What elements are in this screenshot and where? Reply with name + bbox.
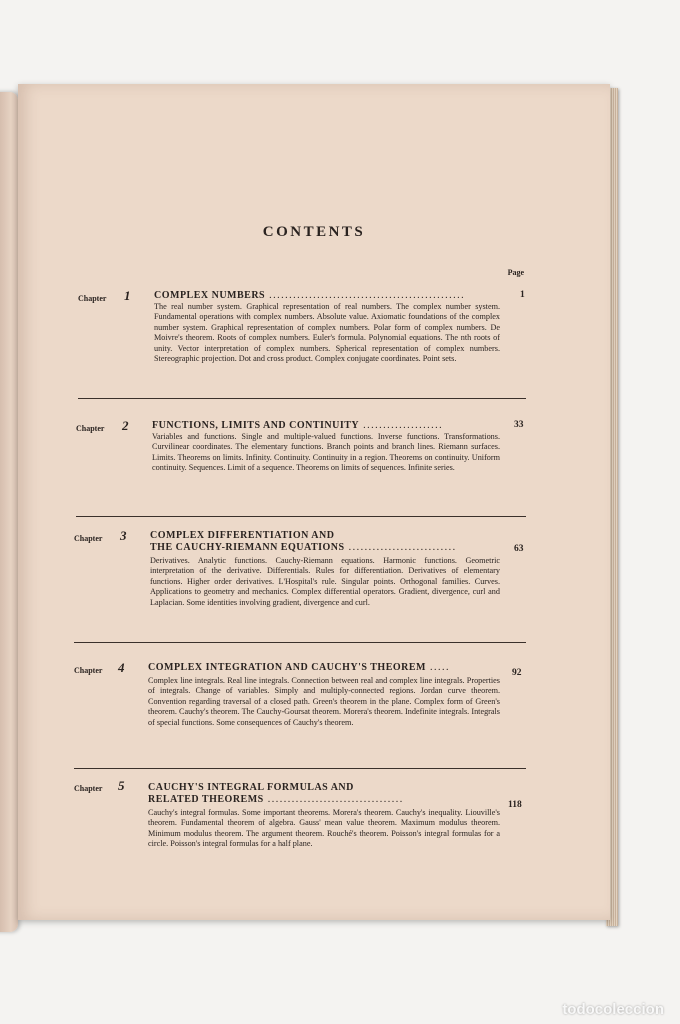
chapter-label: Chapter [76, 424, 105, 433]
chapter-heading: FUNCTIONS, LIMITS AND CONTINUITY .................... [152, 420, 444, 431]
chapter-label: Chapter [78, 294, 107, 303]
chapter-number: 3 [120, 528, 127, 543]
chapter-description: Complex line integrals. Real line integrals. Connection between real and complex line integrals. Properties of integrals. Change of variables. Simply and multiply-connected regions. Jordan curve theorem. Convention regarding traversal of a closed path. Green's theorem in the plane. Complex form of Green's theorem. Cauchy's theorem. The Cauchy-Goursat theorem. Morera's theorem. Indefinite integrals. Integrals of special functions. Some consequences of Cauchy's theorem. [148, 676, 500, 727]
chapter-number: 2 [122, 418, 129, 433]
page-column-heading: Page [507, 268, 524, 277]
section-divider [74, 642, 526, 643]
left-page-edge [0, 92, 18, 932]
chapter-description: The real number system. Graphical representation of real numbers. The complex number system. Fundamental operations with complex numbers. Absolute value. Axiomatic foundations of the complex number system. Graphical representation of complex numbers. Polar form of complex numbers. De Moivre's theorem. Roots of complex numbers. Euler's formula. Polynomial equations. The nth roots of unity. Vector interpretation of complex numbers. Spherical representation of complex numbers. Stereographic projection. Dot and cross product. Complex conjugate coordinates. Point sets. [154, 302, 500, 364]
chapter-number: 1 [124, 288, 131, 303]
chapter-heading: COMPLEX NUMBERS ................................................. [154, 290, 466, 301]
book-page [18, 84, 610, 920]
chapter-description: Derivatives. Analytic functions. Cauchy-Riemann equations. Harmonic functions. Geometric interpretation of the derivative. Differentials. Rules for differentiation. Derivatives of elementary functions. Higher order derivatives. L'Hospital's rule. Singular points. Orthogonal families. Curves. Applications to geometry and mechanics. Complex differential operators. Gradient, divergence, curl and Laplacian. Some identities involving gradient, divergence and curl. [150, 556, 500, 607]
chapter-number: 4 [118, 660, 125, 675]
chapter-page-number: 118 [508, 800, 522, 810]
chapter-page-number: 33 [514, 420, 524, 430]
chapter-page-number: 92 [512, 668, 522, 678]
chapter-description: Variables and functions. Single and multiple-valued functions. Inverse functions. Transformations. Curvilinear coordinates. The elementary functions. Branch points and branch lines. Riemann surfaces. Limits. Theorems on limits. Infinity. Continuity. Continuity in a region. Theorems on continuity. Uniform continuity. Sequences. Limit of a sequence. Theorems on limits of sequences. Infinite series. [152, 432, 500, 473]
chapter-heading: COMPLEX DIFFERENTIATION AND THE CAUCHY-RIEMANN EQUATIONS ........................... [150, 530, 457, 553]
watermark: todocoleccion [562, 1001, 664, 1018]
section-divider [76, 516, 526, 517]
chapter-description: Cauchy's integral formulas. Some important theorems. Morera's theorem. Cauchy's inequality. Liouville's theorem. Fundamental theorem of algebra. Gauss' mean value theorem. Maximum modulus theorem. Minimum modulus theorem. The argument theorem. Rouché's theorem. Poisson's integral formulas for a circle. Poisson's integral formulas for a half plane. [148, 808, 500, 849]
chapter-heading: COMPLEX INTEGRATION AND CAUCHY'S THEOREM ..... [148, 662, 450, 673]
chapter-page-number: 63 [514, 544, 524, 554]
chapter-number: 5 [118, 778, 125, 793]
contents-title: CONTENTS [262, 224, 366, 240]
chapter-label: Chapter [74, 534, 103, 543]
chapter-label: Chapter [74, 784, 103, 793]
chapter-page-number: 1 [520, 290, 525, 300]
section-divider [74, 768, 526, 769]
chapter-heading: CAUCHY'S INTEGRAL FORMULAS AND RELATED THEOREMS .................................. [148, 782, 404, 805]
section-divider [78, 398, 526, 399]
chapter-label: Chapter [74, 666, 103, 675]
